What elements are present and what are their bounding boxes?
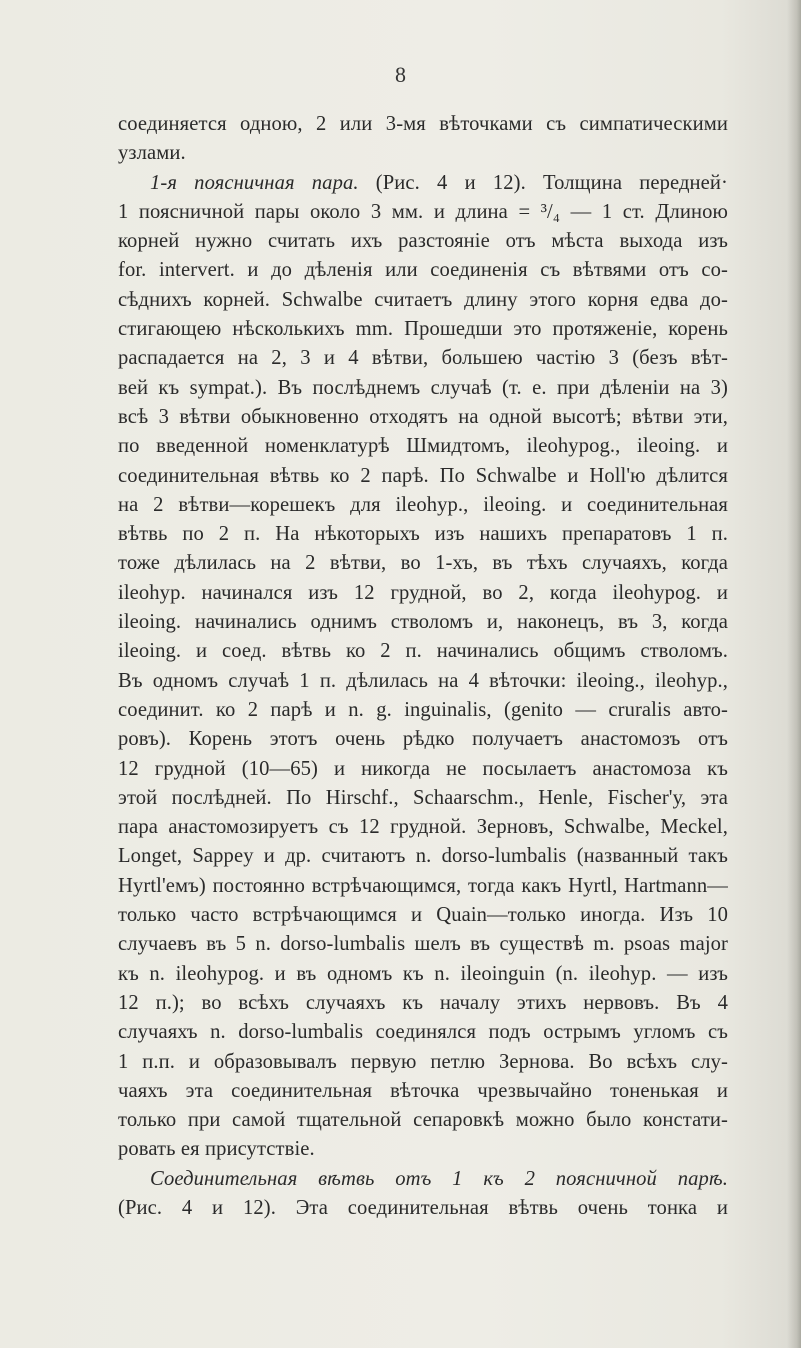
- text-line: [118, 842, 728, 871]
- text-line: [118, 989, 728, 1018]
- text-line: [118, 491, 728, 520]
- text-line: [118, 110, 728, 139]
- text-line: [118, 198, 728, 227]
- text-line: [118, 1135, 728, 1164]
- text-line: [118, 725, 728, 754]
- text-line: [118, 520, 728, 549]
- text-line: [118, 579, 728, 608]
- text-line: [118, 755, 728, 784]
- line-text: случаяхъ n. dorso-lumbalis соединялся подъ острымъ угломъ съ: [118, 1021, 728, 1044]
- text-line: [118, 1106, 728, 1135]
- text-line: [118, 256, 728, 285]
- text-line: [118, 1194, 728, 1223]
- text-line: [118, 403, 728, 432]
- line-text: (Рис. 4 и 12). Толщина передней·: [358, 171, 728, 194]
- line-text: ровъ). Корень этотъ очень рѣдко получаетъ анастомозъ отъ: [118, 728, 728, 751]
- text-line: [118, 960, 728, 989]
- text-line: [118, 315, 728, 344]
- line-text: на 2 вѣтви—корешекъ для ileohyp., ileoing. и соединительная: [118, 493, 728, 516]
- italic-heading-text: 1-я поясничная пара.: [150, 171, 359, 194]
- line-text: сѣднихъ корней. Schwalbe считаетъ длину этого корня едва до-: [118, 288, 728, 311]
- line-text: ровать ея присутствіе.: [118, 1138, 315, 1161]
- text-line: [118, 930, 728, 959]
- text-line: [118, 169, 728, 198]
- line-text: случаевъ въ 5 n. dorso-lumbalis шелъ въ существѣ m. psoas major: [118, 933, 728, 956]
- line-text: стигающею нѣсколькихъ mm. Прошедши это протяженіе, корень: [118, 318, 728, 341]
- text-line: [118, 667, 728, 696]
- line-text: этой послѣдней. По Hirschf., Schaarschm., Henle, Fischer'у, эта: [118, 786, 728, 809]
- line-text: узлами.: [118, 142, 186, 165]
- text-line: [118, 227, 728, 256]
- line-text: тоже дѣлилась на 2 вѣтви, во 1-хъ, въ тѣхъ случаяхъ, когда: [118, 552, 728, 575]
- text-line: [118, 813, 728, 842]
- text-line: [118, 637, 728, 666]
- text-line: [118, 374, 728, 403]
- line-text: соединительная вѣтвь ко 2 парѣ. По Schwalbe и Holl'ю дѣлится: [118, 464, 728, 487]
- line-text: (Рис. 4 и 12). Эта соединительная вѣтвь очень тонка и: [118, 1196, 728, 1219]
- text-line: [118, 462, 728, 491]
- line-text: соединит. ко 2 парѣ и n. g. inguinalis, (genito — cruralis авто-: [118, 698, 728, 721]
- text-line: [118, 696, 728, 725]
- line-text: Longet, Sappey и др. считаютъ n. dorso-lumbalis (названный такъ: [118, 845, 728, 868]
- line-text: ileohyp. начинался изъ 12 грудной, во 2, когда ileohypog. и: [118, 581, 728, 604]
- line-text: къ n. ileohypog. и въ одномъ къ n. ileoinguin (n. ileohyp. — изъ: [118, 962, 728, 985]
- line-text: по введенной номенклатурѣ Шмидтомъ, ileohypog., ileoing. и: [118, 435, 728, 458]
- text-line: [118, 901, 728, 930]
- text-line: [118, 432, 728, 461]
- page-edge-shadow: [787, 0, 801, 1348]
- page-number: 8: [395, 62, 406, 87]
- line-text: ileoing. и соед. вѣтвь ко 2 п. начинались общимъ стволомъ.: [118, 640, 728, 663]
- line-text: только при самой тщательной сепаровкѣ можно было констати-: [118, 1109, 728, 1132]
- text-line: [118, 784, 728, 813]
- italic-heading-text: Соединительная вѣтвь отъ 1 къ 2 поясничной парѣ.: [150, 1167, 728, 1190]
- line-text: только часто встрѣчающимся и Quain—только иногда. Изъ 10: [118, 904, 728, 927]
- line-text: чаяхъ эта соединительная вѣточка чрезвычайно тоненькая и: [118, 1079, 728, 1102]
- line-text: for. intervert. и до дѣленія или соединенія съ вѣтвями отъ со-: [118, 259, 728, 282]
- text-line: [118, 872, 728, 901]
- line-text: вѣтвь по 2 п. На нѣкоторыхъ изъ нашихъ препаратовъ 1 п.: [118, 523, 728, 546]
- line-text: всѣ 3 вѣтви обыкновенно отходятъ на одной высотѣ; вѣтви эти,: [118, 405, 728, 428]
- text-line: [118, 1165, 728, 1194]
- text-line: [118, 139, 728, 168]
- line-text: соединяется одною, 2 или 3-мя вѣточками съ симпатическими: [118, 113, 728, 135]
- line-text: 12 грудной (10—65) и никогда не посылаетъ анастомоза къ: [118, 757, 728, 780]
- line-text: вей къ sympat.). Въ послѣднемъ случаѣ (т. е. при дѣленіи на 3): [118, 376, 728, 399]
- text-line: [118, 286, 728, 315]
- line-text: 1 п.п. и образовывалъ первую петлю Зернова. Во всѣхъ слу-: [118, 1050, 728, 1073]
- text-line: [118, 344, 728, 373]
- text-line: [118, 1048, 728, 1077]
- text-line: [118, 1077, 728, 1106]
- line-text: корней нужно считать ихъ разстояніе отъ мѣста выхода изъ: [118, 230, 728, 253]
- body-text: [118, 110, 728, 1223]
- line-text: 1 поясничной пары около 3 мм. и длина = ³/₄ — 1 ст. Длиною: [118, 200, 728, 223]
- text-line: [118, 1018, 728, 1047]
- line-text: Въ одномъ случаѣ 1 п. дѣлилась на 4 вѣточки: ileoing., ileohyp.,: [118, 669, 728, 692]
- line-text: пара анастомозируетъ съ 12 грудной. Зерновъ, Schwalbe, Meckel,: [118, 816, 728, 839]
- line-text: ileoing. начинались однимъ стволомъ и, наконецъ, въ 3, когда: [118, 611, 728, 634]
- text-line: [118, 549, 728, 578]
- line-text: Hyrtl'емъ) постоянно встрѣчающимся, тогда какъ Hyrtl, Hartmann—: [118, 874, 728, 897]
- line-text: распадается на 2, 3 и 4 вѣтви, большею частію 3 (безъ вѣт-: [118, 347, 728, 370]
- text-line: [118, 608, 728, 637]
- line-text: 12 п.); во всѣхъ случаяхъ къ началу этихъ нервовъ. Въ 4: [118, 991, 728, 1014]
